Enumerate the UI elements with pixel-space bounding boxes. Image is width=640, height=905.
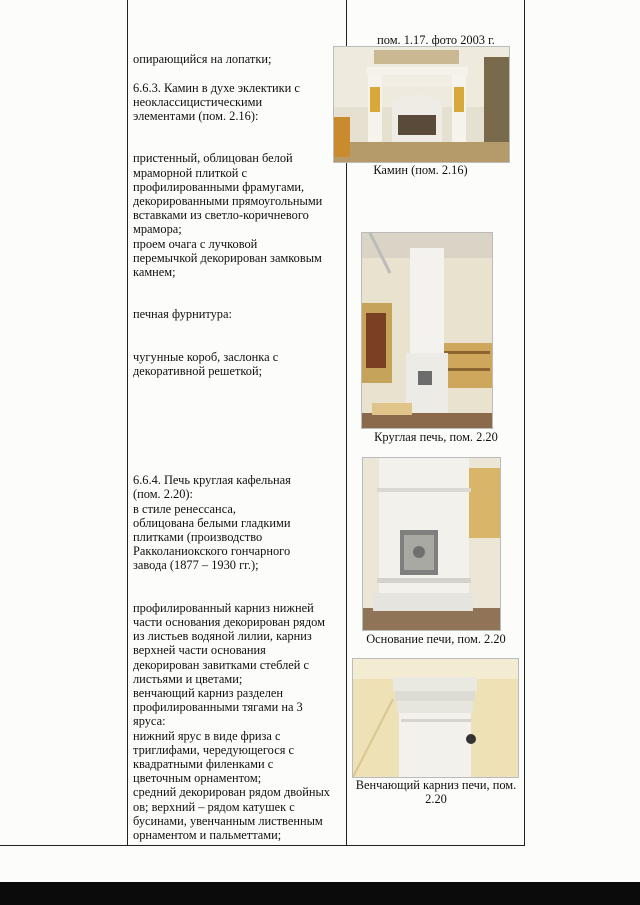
stove-description [133, 459, 341, 856]
cornice-caption: Венчающий карниз печи, пом. 2.20 [355, 778, 517, 806]
photo-date-label: пом. 1.17. фото 2003 г. [377, 33, 495, 47]
fireplace-details: пристенный, облицован белой мраморной плиткой с профилированными фрамугами, декорированными прямоугольными вставками из светло-коричневого мрамора; проем очага с лучковой перемычкой декорирован замковым камнем; [133, 151, 323, 280]
stove-base-caption: Основание печи, пом. 2.20 [366, 632, 506, 646]
round-stove-photo [361, 232, 493, 429]
stove-heading: 6.6.4. Печь круглая кафельная (пом. 2.20): в стиле ренессанса, облицована белыми гладкими плитками (производство Ракколаниокского гончарного завода (1877 – 1930 гг.); [133, 473, 291, 573]
furniture-details: чугунные короб, заслонка с декоративной решеткой; [133, 349, 279, 379]
stove-details: профилированный карниз нижней части основания декорирован рядом из листьев водяной лилии, карниз верхней части основания декорирован завитками стеблей с листьями и цветами; венчающий карниз разделен профилированными тягами на 3 яруса: нижний ярус в виде фриза с триглифами, чередующегося с квадратными филенками с цветочным орнаментом; средний декорирован рядом двойных ов; верхний – рядом катушек с бусинами, увенчанным лиственным орнаментом и пальметтами; [133, 600, 330, 843]
furniture-label: печная фурнитура: [133, 307, 232, 322]
table-border-left [127, 0, 128, 846]
text-continuation: опирающийся на лопатки; [133, 52, 272, 67]
cornice-photo [352, 658, 519, 778]
stove-base-photo [362, 457, 501, 631]
fireplace-heading: 6.6.3. Камин в духе эклектики с неоклассицистическими элементами (пом. 2.16): [133, 80, 300, 124]
fireplace-description [133, 38, 341, 392]
fireplace-caption: Камин (пом. 2.16) [373, 163, 468, 177]
round-stove-caption: Круглая печь, пом. 2.20 [374, 430, 498, 444]
table-border-right [524, 0, 525, 846]
scan-bottom-edge [0, 882, 640, 905]
fireplace-photo [333, 46, 510, 163]
